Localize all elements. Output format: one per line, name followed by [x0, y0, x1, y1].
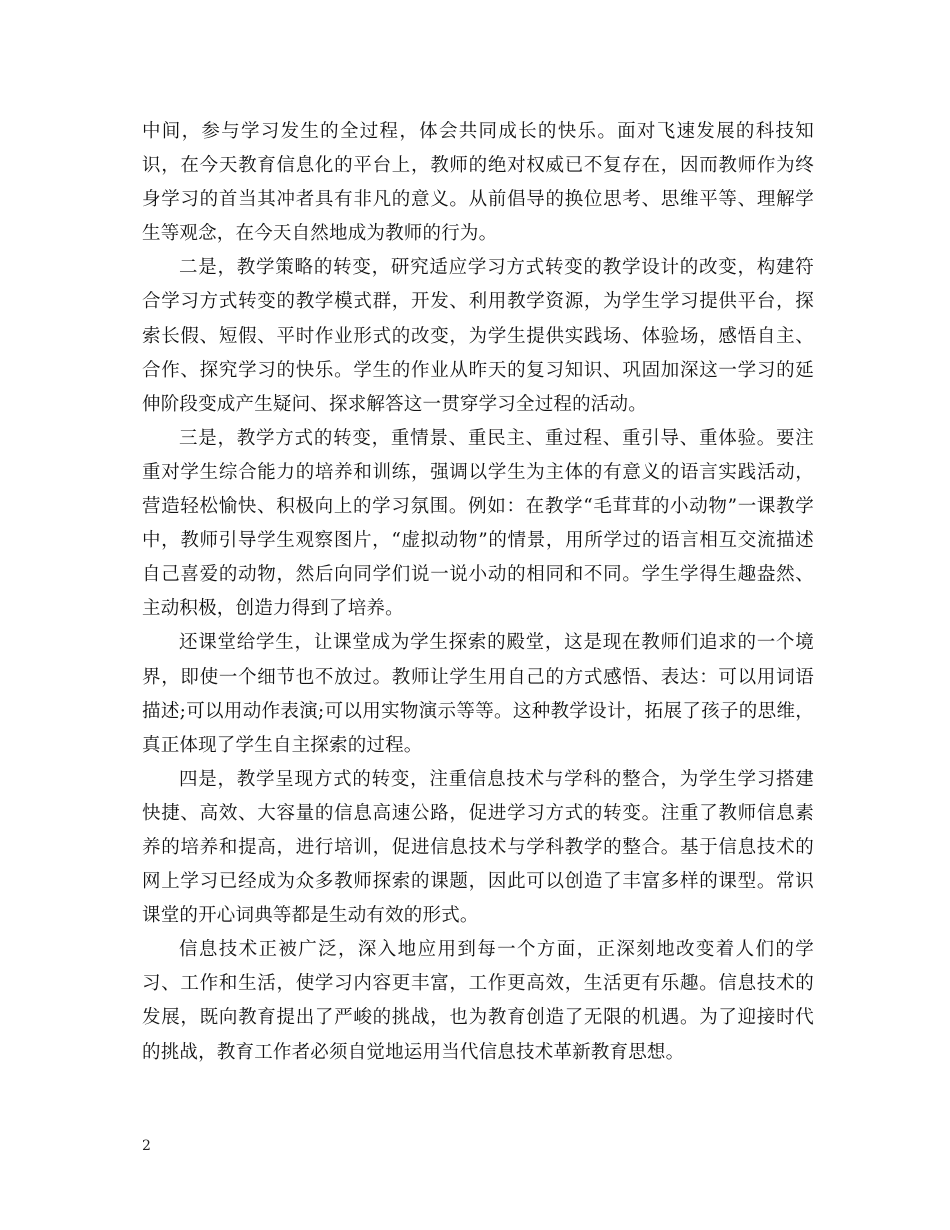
page-number: 2 — [142, 1138, 151, 1154]
paragraph-1: 中间，参与学习发生的全过程，体会共同成长的快乐。面对飞速发展的科技知识，在今天教育信息化的平台上，教师的绝对权威已不复存在，因而教师作为终身学习的首当其冲者具有非凡的意义。从前倡导的换位思考、思维平等、理解学生等观念，在今天自然地成为教师的行为。 — [142, 121, 814, 245]
paragraph-5: 四是，教学呈现方式的转变，注重信息技术与学科的整合，为学生学习搭建快捷、高效、大容量的信息高速公路，促进学习方式的转变。注重了教师信息素养的培养和提高，进行培训，促进信息技术与学科教学的整合。基于信息技术的网上学习已经成为众多教师探索的课题，因此可以创造了丰富多样的课型。常识课堂的开心词典等都是生动有效的形式。 — [142, 768, 814, 927]
paragraph-3: 三是，教学方式的转变，重情景、重民主、重过程、重引导、重体验。要注重对学生综合能力的培养和训练，强调以学生为主体的有意义的语言实践活动，营造轻松愉快、积极向上的学习氛围。例如：在教学“毛茸茸的小动物”一课教学中，教师引导学生观察图片，“虚拟动物”的情景，用所学过的语言相互交流描述自己喜爱的动物，然后向同学们说一说小动的相同和不同。学生学得生趣盎然、主动积极，创造力得到了培养。 — [142, 427, 814, 620]
paragraph-2: 二是，教学策略的转变，研究适应学习方式转变的教学设计的改变，构建符合学习方式转变的教学模式群，开发、利用教学资源，为学生学习提供平台，探索长假、短假、平时作业形式的改变，为学生提供实践场、体验场，感悟自主、合作、探究学习的快乐。学生的作业从昨天的复习知识、巩固加深这一学习的延伸阶段变成产生疑问、探求解答这一贯穿学习全过程的活动。 — [142, 257, 814, 415]
body-text — [142, 115, 814, 1070]
paragraph-4: 还课堂给学生，让课堂成为学生探索的殿堂，这是现在教师们追求的一个境界，即使一个细节也不放过。教师让学生用自己的方式感悟、表达：可以用词语描述;可以用动作表演;可以用实物演示等等。这种教学设计，拓展了孩子的思维，真正体现了学生自主探索的过程。 — [142, 632, 814, 756]
paragraph-6: 信息技术正被广泛，深入地应用到每一个方面，正深刻地改变着人们的学习、工作和生活，使学习内容更丰富，工作更高效，生活更有乐趣。信息技术的发展，既向教育提出了严峻的挑战，也为教育创造了无限的机遇。为了迎接时代的挑战，教育工作者必须自觉地运用当代信息技术革新教育思想。 — [142, 939, 814, 1063]
